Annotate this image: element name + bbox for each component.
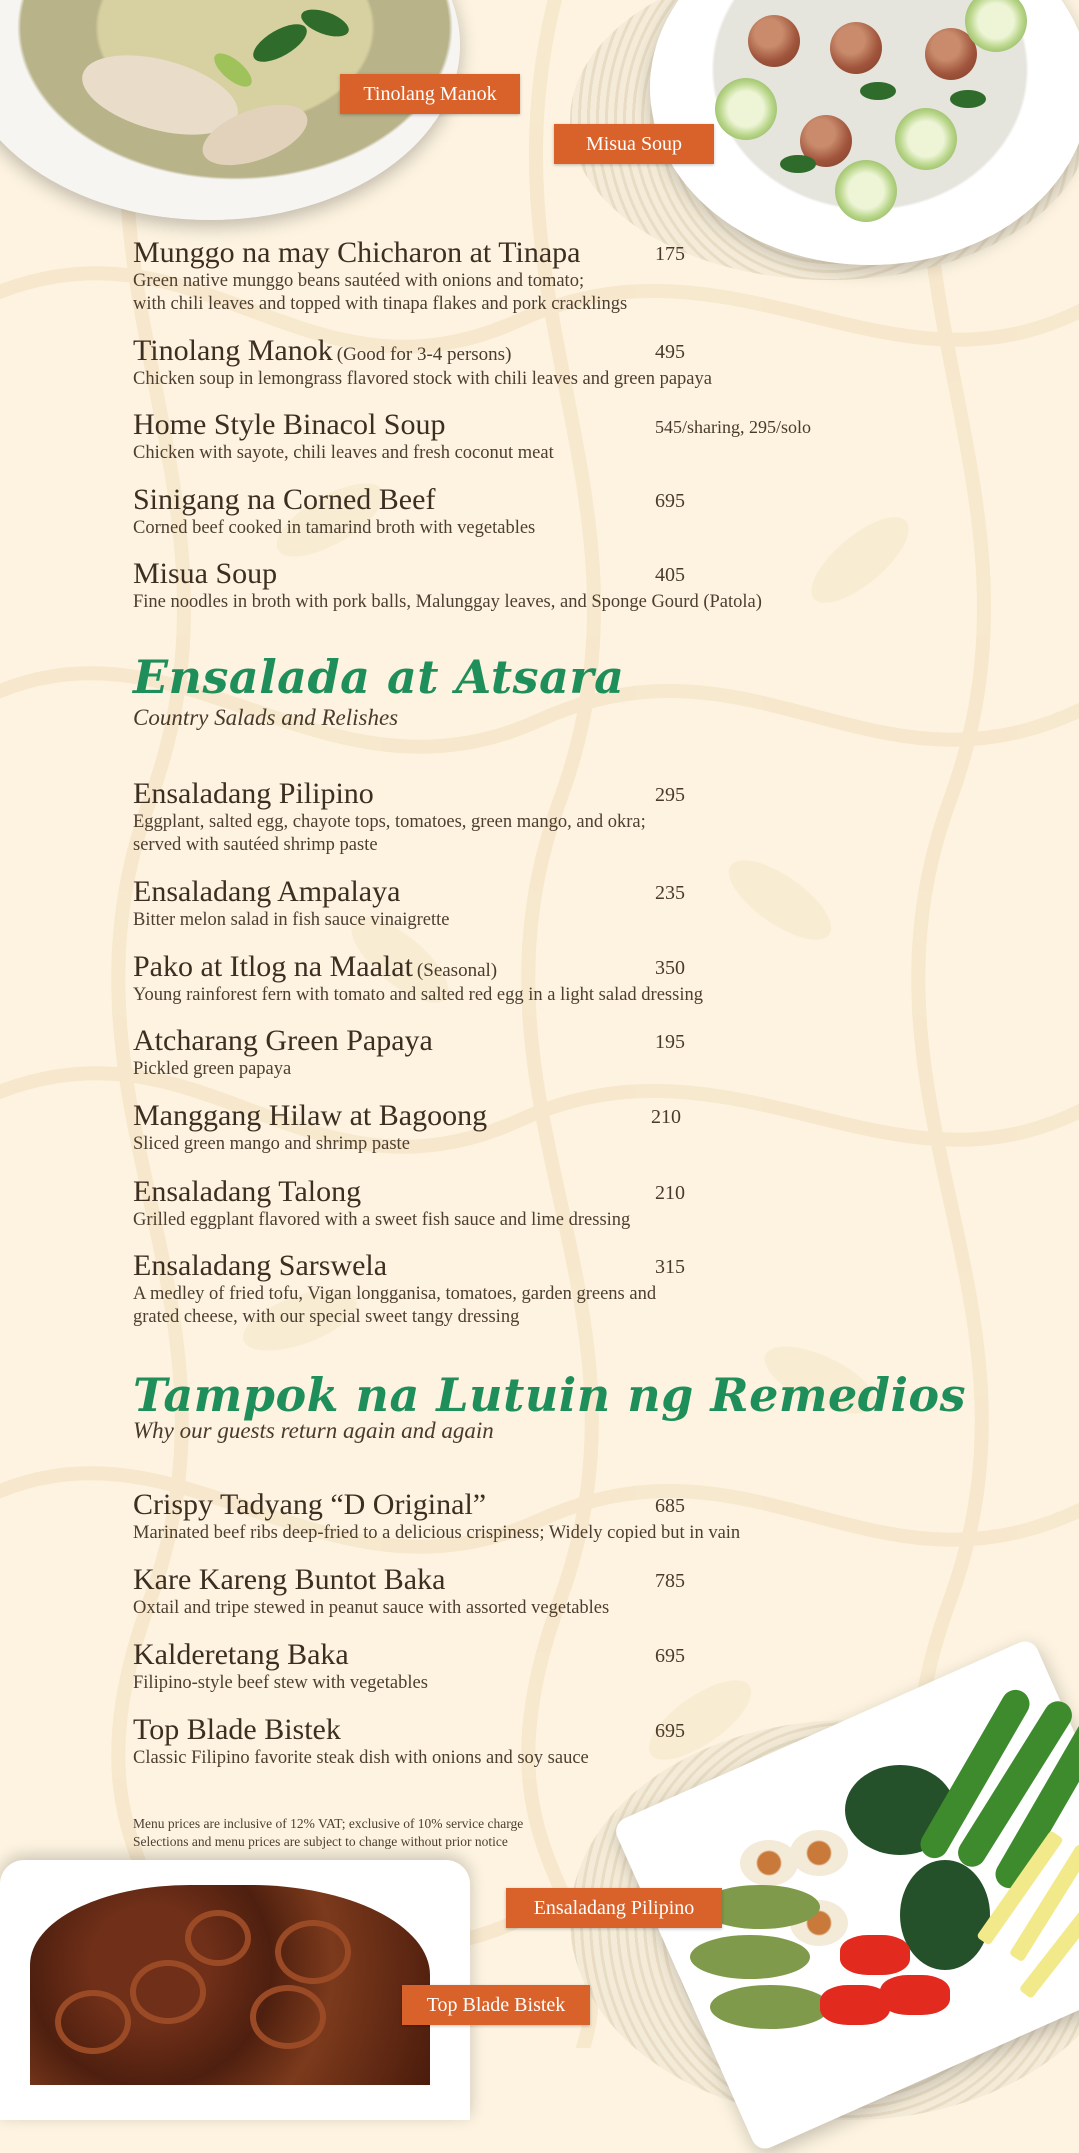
price-footnote xyxy=(133,1815,523,1851)
menu-item-pako-itlog xyxy=(133,950,893,1007)
item-note: (Good for 3-4 persons) xyxy=(336,344,512,365)
menu-item-ensaladang-talong xyxy=(133,1175,893,1232)
item-name-row xyxy=(133,1713,893,1747)
item-name: Pako at Itlog na Maalat xyxy=(133,950,413,983)
item-description: Chicken with sayote, chili leaves and fresh coconut meat xyxy=(133,443,554,463)
item-name: Sinigang na Corned Beef xyxy=(133,483,436,516)
item-name: Tinolang Manok xyxy=(133,334,333,367)
item-price: 695 xyxy=(655,1645,685,1667)
item-name: Crispy Tadyang “D Original” xyxy=(133,1488,487,1521)
menu-item-manggang-hilaw xyxy=(133,1099,893,1156)
item-price: 685 xyxy=(655,1495,685,1517)
item-name: Kalderetang Baka xyxy=(133,1638,349,1671)
item-name-row xyxy=(133,1099,893,1133)
item-name: Ensaladang Sarswela xyxy=(133,1249,388,1282)
item-description: Bitter melon salad in fish sauce vinaigrette xyxy=(133,910,450,930)
item-description: Filipino-style beef stew with vegetables xyxy=(133,1673,428,1693)
section-title-tampok: Tampok na Lutuin ng Remedios xyxy=(133,1368,966,1422)
item-description: Classic Filipino favorite steak dish with onions and soy sauce xyxy=(133,1748,589,1768)
item-name-row xyxy=(133,1175,893,1209)
item-description: Grilled eggplant flavored with a sweet fish sauce and lime dressing xyxy=(133,1210,631,1230)
item-price: 175 xyxy=(655,243,685,265)
section-subtitle-ensalada: Country Salads and Relishes xyxy=(133,705,399,730)
item-description: Young rainforest fern with tomato and salted red egg in a light salad dressing xyxy=(133,985,703,1005)
item-name-row xyxy=(133,875,893,909)
menu-item-sinigang-corned-beef xyxy=(133,483,893,540)
item-name: Kare Kareng Buntot Baka xyxy=(133,1563,446,1596)
menu-item-kalderetang-baka xyxy=(133,1638,893,1695)
item-description: Pickled green papaya xyxy=(133,1059,292,1079)
item-name-row xyxy=(133,236,893,270)
item-price: 295 xyxy=(655,784,685,806)
item-name-row xyxy=(133,557,893,591)
item-description: Chicken soup in lemongrass flavored stock with chili leaves and green papaya xyxy=(133,369,712,389)
item-price: 210 xyxy=(655,1182,685,1204)
item-price: 545/sharing, 295/solo xyxy=(655,417,811,437)
item-name-row xyxy=(133,1024,893,1058)
item-price: 405 xyxy=(655,564,685,586)
item-price: 195 xyxy=(655,1031,685,1053)
item-description: Oxtail and tripe stewed in peanut sauce with assorted vegetables xyxy=(133,1598,610,1618)
menu-item-ensaladang-ampalaya xyxy=(133,875,893,932)
item-description: Green native munggo beans sautéed with onions and tomato; with chili leaves and topped with tinapa flakes and pork cracklings xyxy=(133,271,628,314)
item-name: Ensaladang Talong xyxy=(133,1175,362,1208)
item-price: 235 xyxy=(655,882,685,904)
menu-item-tinolang-manok xyxy=(133,334,893,391)
item-name: Ensaladang Pilipino xyxy=(133,777,374,810)
item-note: (Seasonal) xyxy=(416,960,498,981)
item-name: Atcharang Green Papaya xyxy=(133,1024,433,1057)
menu-item-kare-kare xyxy=(133,1563,893,1620)
photo-label-misua-soup: Misua Soup xyxy=(554,124,714,164)
photo-label-ensaladang-pilipino: Ensaladang Pilipino xyxy=(506,1888,722,1928)
item-name-row xyxy=(133,950,893,984)
item-name-row xyxy=(133,483,893,517)
section-title-ensalada: Ensalada at Atsara xyxy=(133,650,625,704)
item-price: 315 xyxy=(655,1256,685,1278)
item-name-row xyxy=(133,1638,893,1672)
item-description: A medley of fried tofu, Vigan longganisa, tomatoes, garden greens and grated cheese, with our special sweet tangy dressing xyxy=(133,1284,657,1327)
item-name-row xyxy=(133,1488,893,1522)
menu-item-misua-soup xyxy=(133,557,893,614)
footnote-change-notice: Selections and menu prices are subject to change without prior notice xyxy=(133,1834,508,1849)
item-name-row xyxy=(133,1249,893,1283)
item-description: Fine noodles in broth with pork balls, Malunggay leaves, and Sponge Gourd (Patola) xyxy=(133,592,762,612)
item-name-row xyxy=(133,777,893,811)
menu-item-ensaladang-pilipino xyxy=(133,777,893,857)
item-name: Misua Soup xyxy=(133,557,278,590)
item-name: Munggo na may Chicharon at Tinapa xyxy=(133,236,581,269)
photo-label-tinolang-manok: Tinolang Manok xyxy=(340,74,520,114)
section-subtitle-tampok: Why our guests return again and again xyxy=(133,1418,494,1443)
item-price: 695 xyxy=(655,1720,685,1742)
item-price: 350 xyxy=(655,957,685,979)
menu-item-crispy-tadyang xyxy=(133,1488,893,1545)
item-description: Sliced green mango and shrimp paste xyxy=(133,1134,410,1154)
item-name-row xyxy=(133,1563,893,1597)
menu-item-binacol-soup xyxy=(133,408,893,465)
item-price: 785 xyxy=(655,1570,685,1592)
item-name: Manggang Hilaw at Bagoong xyxy=(133,1099,488,1132)
item-name-row xyxy=(133,334,893,368)
item-price: 695 xyxy=(655,490,685,512)
menu-item-ensaladang-sarswela xyxy=(133,1249,893,1329)
photo-label-top-blade-bistek: Top Blade Bistek xyxy=(402,1985,590,2025)
footnote-vat: Menu prices are inclusive of 12% VAT; exclusive of 10% service charge xyxy=(133,1816,524,1831)
menu-item-munggo xyxy=(133,236,893,316)
item-name: Ensaladang Ampalaya xyxy=(133,875,401,908)
item-description: Corned beef cooked in tamarind broth with vegetables xyxy=(133,518,536,538)
menu-item-top-blade-bistek xyxy=(133,1713,893,1770)
item-description: Eggplant, salted egg, chayote tops, tomatoes, green mango, and okra; served with sautéed shrimp paste xyxy=(133,812,646,855)
menu-item-atcharang-papaya xyxy=(133,1024,893,1081)
item-price: 210 xyxy=(651,1106,681,1128)
item-price: 495 xyxy=(655,341,685,363)
item-name: Top Blade Bistek xyxy=(133,1713,341,1746)
item-name: Home Style Binacol Soup xyxy=(133,408,446,441)
item-description: Marinated beef ribs deep-fried to a delicious crispiness; Widely copied but in vain xyxy=(133,1523,741,1543)
